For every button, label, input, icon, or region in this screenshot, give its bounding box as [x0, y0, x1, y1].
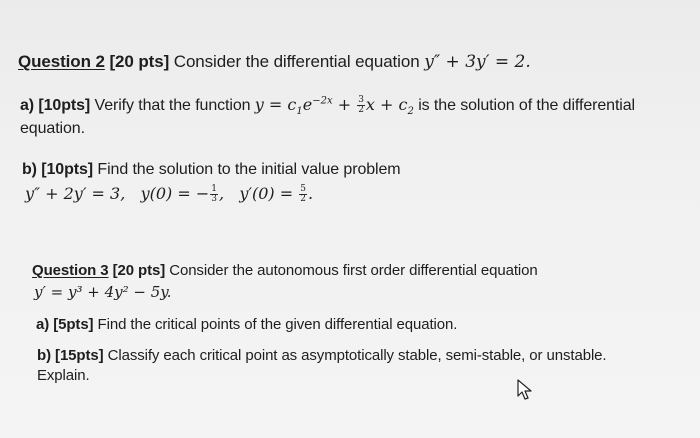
q3-points: [20 pts] [112, 262, 166, 279]
q3b-line2: Explain. [37, 367, 90, 384]
q2b-tag: b) [22, 161, 37, 178]
q2b-ivp-eq: y″ + 2y′ = 3, [25, 184, 126, 203]
q3-part-a [36, 316, 457, 333]
q2-part-a [20, 95, 636, 118]
q2a-line2: equation. [20, 120, 85, 137]
q2a-function: $y = c_1e^{-2x}$ + $\frac{3}{2}$ $x + c_2$ [254, 95, 414, 118]
q2b-dy0-fraction [299, 185, 307, 204]
q2-equation: y″ + 3y′ = 2. [424, 52, 531, 72]
q2b-points: [10pts] [41, 161, 94, 178]
q2a-fraction [357, 96, 365, 115]
q3a-points: [5pts] [53, 316, 94, 333]
q2b-ivp-y0: y(0) = − [140, 184, 210, 203]
q2a-points: [10pts] [38, 97, 91, 114]
q3-part-b [37, 347, 607, 364]
q2-points: [20 pts] [109, 52, 170, 71]
q2b-ivp: y″ + 2y′ = 3, y(0) = − $\frac{1}{3}$ , y′(0) = $\frac{5}{2}$ . [25, 184, 314, 204]
q2b-y0-num: 1 [211, 184, 217, 194]
mouse-pointer-icon [515, 378, 535, 402]
q2a-text-before: Verify that the function [94, 97, 251, 114]
q3-header [32, 262, 538, 279]
q3-equation-text: y′ = y³ + 4y² − 5y. [34, 283, 172, 301]
q2-header [18, 52, 531, 72]
q3a-tag: a) [36, 316, 50, 333]
q3b-text: Classify each critical point as asymptotically stable, semi-stable, or unstable. [107, 347, 607, 364]
q3b-points: [15pts] [55, 347, 104, 364]
q2b-dy0-den: 2 [300, 194, 306, 204]
q2a-func-lhs: y = c [254, 95, 297, 114]
q2b-dy0-num: 5 [300, 184, 306, 194]
q2a-func-exp: −2x [312, 95, 333, 107]
q3b-tag: b) [37, 347, 51, 364]
q2-intro: Consider the differential equation [173, 52, 420, 71]
q2b-text: Find the solution to the initial value problem [97, 161, 401, 178]
q3-intro: Consider the autonomous first order differential equation [169, 262, 538, 279]
q2-part-b [22, 161, 401, 179]
q3-equation [34, 283, 172, 301]
q2b-y0-den: 3 [211, 194, 217, 204]
q2a-frac-den: 2 [358, 105, 364, 115]
q2b-ivp-dy0: y′(0) = [239, 184, 294, 203]
q3-label: Question 3 [32, 262, 109, 279]
q2b-y0-fraction [210, 185, 218, 204]
q2a-tag: a) [20, 97, 35, 114]
q3a-text: Find the critical points of the given differential equation. [97, 316, 458, 333]
q2a-text-after: is the solution of the differential [418, 97, 636, 114]
q2-label: Question 2 [18, 52, 105, 71]
q2a-frac-num: 3 [358, 95, 364, 105]
